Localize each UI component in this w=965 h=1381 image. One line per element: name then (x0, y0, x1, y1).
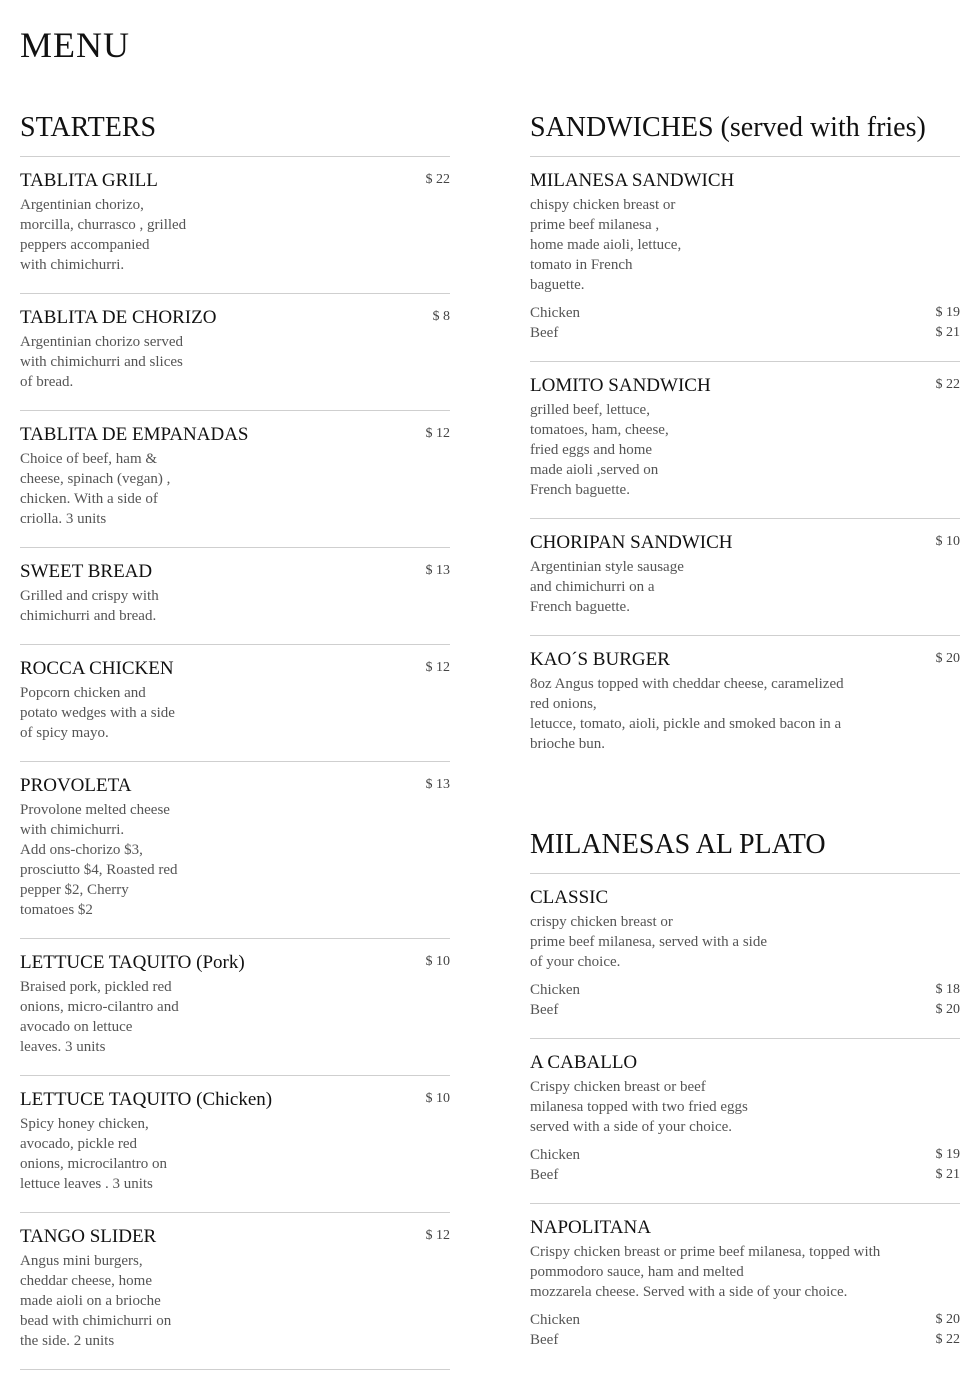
price-option (530, 980, 960, 1000)
section-title-starters: STARTERS (20, 112, 157, 143)
item-name: MILANESA SANDWICH (530, 170, 735, 191)
divider (20, 938, 450, 939)
divider (20, 410, 450, 411)
menu-item-choripan-sandwich (530, 532, 960, 617)
item-name: TABLITA DE EMPANADAS (20, 424, 249, 445)
option-price: $ 21 (935, 1167, 960, 1182)
item-name: SWEET BREAD (20, 561, 153, 582)
option-price: $ 20 (935, 1312, 960, 1327)
divider (20, 644, 450, 645)
item-name: TABLITA GRILL (20, 170, 158, 191)
item-name: A CABALLO (530, 1052, 638, 1073)
divider (530, 518, 960, 519)
price-options (530, 1310, 960, 1350)
item-description: Angus mini burgers, cheddar cheese, home made aioli on a brioche bead with chimichurri on the side. 2 units (20, 1253, 172, 1349)
item-description: crispy chicken breast or prime beef milanesa, served with a side of your choice. (530, 914, 767, 970)
item-name: LOMITO SANDWICH (530, 375, 711, 396)
option-label: Chicken (530, 1312, 580, 1328)
item-name: TABLITA DE CHORIZO (20, 307, 217, 328)
item-price: $ 10 (935, 534, 960, 549)
item-name: TANGO SLIDER (20, 1226, 157, 1247)
price-options (530, 1145, 960, 1185)
option-label: Chicken (530, 305, 580, 321)
item-description: 8oz Angus topped with cheddar cheese, caramelized red onions, letucce, tomato, aioli, pickle and smoked bacon in a brioche bun. (530, 676, 844, 752)
menu-item-classic (530, 887, 960, 1020)
divider (530, 156, 960, 157)
price-options (530, 980, 960, 1020)
item-description: Choice of beef, ham & cheese, spinach (vegan) , chicken. With a side of criolla. 3 units (20, 451, 171, 527)
divider (530, 1203, 960, 1204)
item-price: $ 13 (425, 563, 450, 578)
menu-item-milanesa-sandwich (530, 170, 960, 343)
section-title-sandwiches: SANDWICHES (served with fries) (530, 112, 926, 143)
item-price: $ 22 (935, 377, 960, 392)
option-price: $ 21 (935, 325, 960, 340)
item-price: $ 10 (425, 954, 450, 969)
divider (530, 873, 960, 874)
menu-item-napolitana (530, 1217, 960, 1350)
item-name: CHORIPAN SANDWICH (530, 532, 733, 553)
divider (20, 761, 450, 762)
item-description: Argentinian style sausage and chimichurri on a French baguette. (530, 559, 684, 615)
menu-item-kaos-burger (530, 649, 960, 754)
price-option (530, 1310, 960, 1330)
item-price: $ 8 (432, 309, 450, 324)
option-price: $ 19 (935, 305, 960, 320)
item-description: Crispy chicken breast or beef milanesa topped with two fried eggs served with a side of your choice. (530, 1079, 748, 1135)
item-name: CLASSIC (530, 887, 609, 908)
price-options (530, 303, 960, 343)
option-label: Chicken (530, 982, 580, 998)
item-price: $ 22 (425, 172, 450, 187)
option-label: Chicken (530, 1147, 580, 1163)
menu-item-lomito-sandwich (530, 375, 960, 500)
item-description: Argentinian chorizo served with chimichurri and slices of bread. (20, 334, 184, 390)
menu-item-lettuce-taquito-pork (20, 952, 450, 1057)
menu-item-rocca-chicken (20, 658, 450, 743)
item-name: KAO´S BURGER (530, 649, 670, 670)
option-label: Beef (530, 1332, 559, 1348)
option-price: $ 20 (935, 1002, 960, 1017)
divider (20, 156, 450, 157)
option-label: Beef (530, 1167, 559, 1183)
option-label: Beef (530, 325, 559, 341)
option-label: Beef (530, 1002, 559, 1018)
item-description: grilled beef, lettuce, tomatoes, ham, cheese, fried eggs and home made aioli ,served on French baguette. (530, 402, 669, 498)
divider (20, 1212, 450, 1213)
option-price: $ 22 (935, 1332, 960, 1347)
item-price: $ 12 (425, 426, 450, 441)
item-description: Braised pork, pickled red onions, micro-cilantro and avocado on lettuce leaves. 3 units (20, 979, 179, 1055)
section-title-milanesas: MILANESAS AL PLATO (530, 829, 826, 860)
price-option (530, 1000, 960, 1020)
item-name: LETTUCE TAQUITO (Chicken) (20, 1089, 273, 1110)
divider (530, 635, 960, 636)
divider (20, 1075, 450, 1076)
item-price: $ 10 (425, 1091, 450, 1106)
item-name: PROVOLETA (20, 775, 132, 796)
item-price: $ 12 (425, 660, 450, 675)
item-name: NAPOLITANA (530, 1217, 651, 1238)
divider (530, 1038, 960, 1039)
menu-item-a-caballo (530, 1052, 960, 1185)
menu-item-lettuce-taquito-chicken (20, 1089, 450, 1194)
menu-item-sweet-bread (20, 561, 450, 626)
item-price: $ 13 (425, 777, 450, 792)
item-description: Crispy chicken breast or prime beef milanesa, topped with pommodoro sauce, ham and melted mozzarela cheese. Served with a side of your choice. (530, 1244, 881, 1300)
price-option (530, 1145, 960, 1165)
item-name: LETTUCE TAQUITO (Pork) (20, 952, 245, 973)
price-option (530, 323, 960, 343)
item-price: $ 12 (425, 1228, 450, 1243)
option-price: $ 18 (935, 982, 960, 997)
divider (530, 361, 960, 362)
item-description: Spicy honey chicken, avocado, pickle red onions, microcilantro on lettuce leaves . 3 units (20, 1116, 168, 1192)
price-option (530, 1165, 960, 1185)
divider (20, 293, 450, 294)
item-description: Provolone melted cheese with chimichurri. Add ons-chorizo $3, prosciutto $4, Roasted red pepper $2, Cherry tomatoes $2 (20, 802, 178, 918)
item-description: Popcorn chicken and potato wedges with a side of spicy mayo. (20, 685, 175, 741)
menu-item-tablita-grill (20, 170, 450, 275)
divider (20, 547, 450, 548)
item-description: Argentinian chorizo, morcilla, churrasco , grilled peppers accompanied with chimichurri. (20, 197, 187, 273)
option-price: $ 19 (935, 1147, 960, 1162)
menu-item-tablita-de-empanadas (20, 424, 450, 529)
menu-item-tablita-de-chorizo (20, 307, 450, 392)
menu-item-tango-slider (20, 1226, 450, 1351)
price-option (530, 303, 960, 323)
item-name: ROCCA CHICKEN (20, 658, 174, 679)
menu-item-provoleta (20, 775, 450, 920)
price-option (530, 1330, 960, 1350)
item-description: chispy chicken breast or prime beef milanesa , home made aioli, lettuce, tomato in French baguette. (530, 197, 682, 293)
item-description: Grilled and crispy with chimichurri and bread. (20, 588, 159, 624)
page-title: MENU (20, 25, 130, 65)
divider (20, 1369, 450, 1370)
item-price: $ 20 (935, 651, 960, 666)
